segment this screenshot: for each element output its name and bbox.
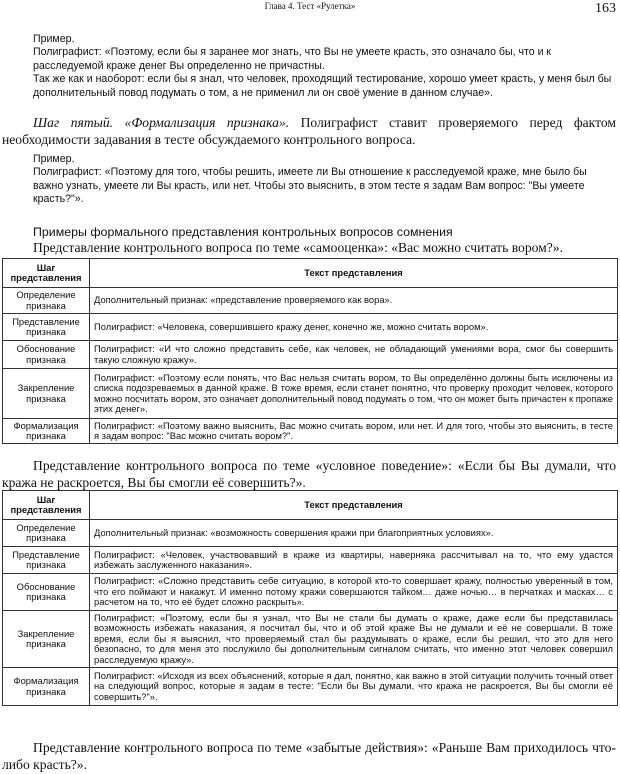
column-header: Шаг представления	[3, 491, 90, 520]
table-self-assessment	[2, 258, 618, 444]
text-cell: Полиграфист: «Поэтому важно выяснить, Вас можно считать вором, или нет. И для того, чтобы это выяснить, в тесте я задам вопрос: "Вас можно считать вором?".	[90, 419, 618, 444]
table-header-row	[3, 259, 618, 288]
text-cell: Полиграфист: «Человека, совершившего кражу денег, конечно же, можно считать вором».	[90, 314, 618, 341]
text-cell: Полиграфист: «Поэтому, если бы я узнал, что Вы не стали бы думать о краже, даже если бы представилась возможность избежать наказания, я посчитал бы, что и об этой краже Вы не думали и её не совершали. В тоже время, если бы я выяснил, что проверяемый стал бы раздумывать о краже, если бы решил, что это для него безопасно, то для меня это послужило бы дополнительным сигналом считать, что именно этот человек совершил расследуемую кражу».	[90, 611, 618, 668]
example-text: Так же как и наоборот: если бы я знал, что человек, проходящий тестирование, хорошо умеет красть, у меня был бы дополнительный повод подумать о том, а не применил ли он своё умение в данном случае».	[33, 73, 612, 99]
step-cell: Закрепление признака	[3, 611, 90, 668]
text-cell: Дополнительный признак: «представление проверяемого как вора».	[90, 288, 618, 314]
example-label: Пример.	[33, 153, 75, 165]
step-title: Шаг пятый. «Формализация признака».	[33, 115, 290, 130]
step-cell: Формализация признака	[3, 668, 90, 706]
step-cell: Обоснование признака	[3, 341, 90, 369]
table-row	[3, 419, 618, 444]
table-row	[3, 369, 618, 419]
table-row	[3, 314, 618, 341]
example-label: Пример.	[33, 33, 75, 45]
text-cell: Полиграфист: «И что сложно представить себе, как человек, не обладающий умениями вора, смог бы совершить такую сложную кражу».	[90, 341, 618, 369]
step-cell: Формализация признака	[3, 419, 90, 444]
closing-paragraph: Представление контрольного вопроса по теме «забытые действия»: «Раньше Вам приходилось что-либо красть?».	[2, 740, 616, 772]
step-five-paragraph	[2, 114, 616, 148]
column-header: Текст представления	[90, 259, 618, 288]
table-row	[3, 341, 618, 369]
running-header: Глава 4. Тест «Рулетка»	[264, 1, 356, 11]
column-header: Текст представления	[90, 491, 618, 520]
step-cell: Представление признака	[3, 547, 90, 574]
example-2	[33, 153, 613, 207]
example-1	[33, 33, 613, 100]
text-cell: Полиграфист: «Сложно представить себе ситуацию, в которой кто-то совершает кражу, полностью уверенный в том, что его поймают и накажут. И именно потому кражи совершаются тайком… даже ночью… в перчатках и масках… с расчетом на то, что её будет сложно раскрыть».	[90, 574, 618, 611]
step-cell: Закрепление признака	[3, 369, 90, 419]
step-cell: Представление признака	[3, 314, 90, 341]
table-header-row	[3, 491, 618, 520]
step-cell: Определение признака	[3, 520, 90, 547]
text-cell: Полиграфист: «Человек, участвовавший в краже из квартиры, наверняка рассчитывал на то, что ему удастся избежать заслуженного наказания».	[90, 547, 618, 574]
step-cell: Определение признака	[3, 288, 90, 314]
table-row	[3, 574, 618, 611]
table-conditional-behavior	[2, 490, 618, 706]
example-text: Полиграфист: «Поэтому для того, чтобы решить, имеете ли Вы отношение к расследуемой краже, мне было бы важно узнать, умеете ли Вы красть, или нет. Чтобы это выяснить, в этом тесте я задам Вам вопрос: "Вы умеете красть?"».	[33, 166, 587, 206]
text-cell: Полиграфист: «Поэтому если понять, что Вас нельзя считать вором, то Вы определённо должны быть исключены из списка подозреваемых в данной краже. В тоже время, если станет понятно, что проверку проходит человек, которого можно посчитать вором, это означает дополнительный повод подумать о том, что он может быть причастен к пропаже этих денег».	[90, 369, 618, 419]
step-cell: Обоснование признака	[3, 574, 90, 611]
table-row	[3, 547, 618, 574]
table-row	[3, 520, 618, 547]
column-header: Шаг представления	[3, 259, 90, 288]
table-row	[3, 611, 618, 668]
page-number: 163	[595, 1, 616, 16]
table2-caption: Представление контрольного вопроса по теме «условное поведение»: «Если бы Вы думали, что кража не раскроется, Вы бы смогли её совершить?».	[2, 458, 616, 490]
step-text: Полиграфист ставит проверяемого перед фактом необходимости задавания в тесте обсуждаемого контрольного вопроса.	[2, 115, 616, 147]
table-row	[3, 288, 618, 314]
table-row	[3, 668, 618, 706]
text-cell: Полиграфист: «Исходя из всех объяснений, которые я дал, понятно, как важно в этой ситуации получить точный ответ на следующий вопрос, которые я задам в тесте: "Если бы Вы думали, что кража не раскроется, Вы бы смогли её совершить?"».	[90, 668, 618, 706]
table1-caption: Представление контрольного вопроса по теме «самооценка»: «Вас можно считать вором?».	[33, 240, 563, 255]
example-text: Полиграфист: «Поэтому, если бы я заранее мог знать, что Вы не умеете красть, это означало бы, что и к расследуемой краже денег Вы определенно не причастны.	[33, 46, 552, 72]
text-cell: Дополнительный признак: «возможность совершения кражи при благоприятных условиях».	[90, 520, 618, 547]
section-heading: Примеры формального представления контрольных вопросов сомнения	[33, 225, 453, 239]
